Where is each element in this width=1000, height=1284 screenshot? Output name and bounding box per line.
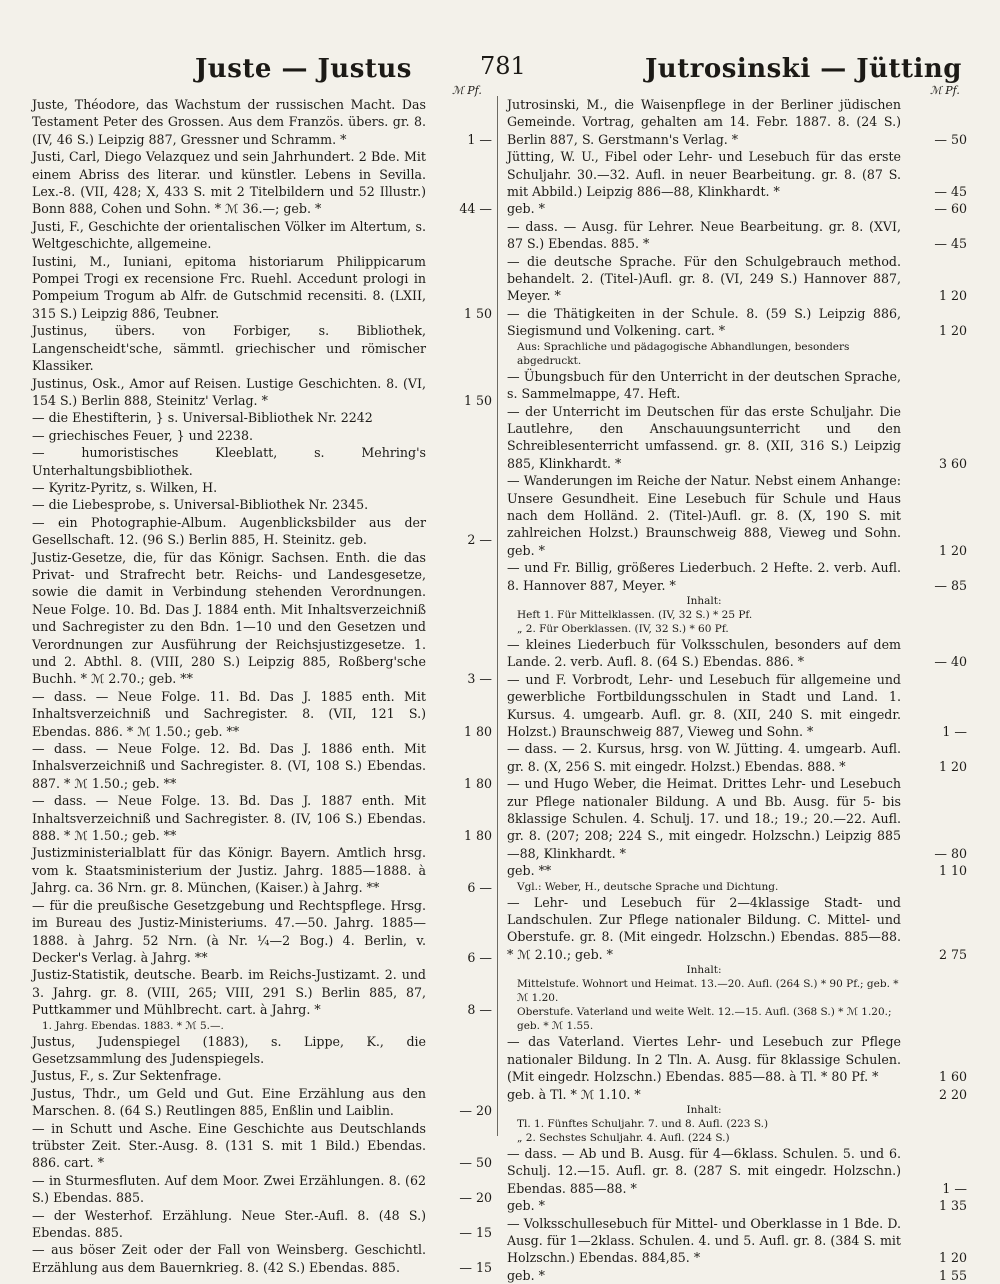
- entry-text: — dass. — 2. Kursus, hrsg. von W. Jütting. 4. umgearb. Aufl. gr. 8. (X, 256 S. mit eingedr. Holzst.) Ebendas. 888. *: [507, 741, 901, 774]
- entry-text: — dass. — Neue Folge. 13. Bd. Das J. 1887 enth. Mit Inhaltsverzeichniß und Sachregister. 8. (IV, 106 S.) Ebendas. 888. * ℳ 1.50.; geb. **: [32, 793, 426, 844]
- entry-text: — dass. — Neue Folge. 12. Bd. Das J. 1886 enth. Mit Inhalsverzeichniß und Sachregister. 8. (VI, 108 S.) Ebendas. 887. * ℳ 1.50.; geb. **: [32, 741, 426, 791]
- catalog-entry: [507, 740, 969, 775]
- column-divider: [497, 96, 498, 1136]
- catalog-entry: [32, 844, 494, 896]
- entry-text: Justinus, übers. von Forbiger, s. Bibliothek, Langenscheidt'sche, sämmtl. griechischer und römischer Klassiker.: [32, 323, 426, 374]
- page-header: [30, 52, 970, 92]
- catalog-entry: [507, 1033, 969, 1085]
- entry-price: 1 10: [938, 863, 967, 879]
- entry-price: 6 —: [467, 949, 492, 965]
- catalog-entry: [32, 1172, 494, 1207]
- entry-price: 2 —: [467, 532, 492, 548]
- entry-text: Jutrosinski, M., die Waisenpflege in der Berliner jüdischen Gemeinde. Vortrag, gehalten am 14. Febr. 1887. 8. (24 S.) Berlin 887, S. Gerstmann's Verlag. *: [507, 97, 901, 147]
- entry-price: 1 20: [938, 323, 967, 339]
- entry-price: — 20: [459, 1103, 492, 1119]
- entry-text: — das Vaterland. Viertes Lehr- und Lesebuch zur Pflege nationaler Bildung. In 2 Tln. A. Ausg. für 8klassige Schulen. (Mit eingedr. Holzschn.) Ebendas. 885—88. à Tl. * 80 Pf. *: [507, 1034, 901, 1085]
- entry-price: 8 —: [467, 1002, 492, 1018]
- entry-note: Aus: Sprachliche und pädagogische Abhandlungen, besonders abgedruckt.: [517, 340, 850, 367]
- entry-text: geb. **: [507, 863, 552, 879]
- catalog-entry: [32, 514, 494, 549]
- catalog-entry: [32, 375, 494, 410]
- entry-price: — 50: [934, 131, 967, 147]
- entry-price: — 20: [459, 1190, 492, 1206]
- entry-text: Jütting, W. U., Fibel oder Lehr- und Lesebuch für das erste Schuljahr. 30.—32. Aufl. in neuer Bearbeitung. gr. 8. (87 S. mit Abbild.) Leipzig 886—88, Klinkhardt. *: [507, 149, 901, 200]
- entry-text: — und Fr. Billig, größeres Liederbuch. 2 Hefte. 2. verb. Aufl. 8. Hannover 887, Meyer. *: [507, 560, 901, 593]
- entry-text: Justus, F., s. Zur Sektenfrage.: [32, 1068, 222, 1084]
- entry-text: — Wanderungen im Reiche der Natur. Nebst einem Anhange: Unsere Gesundheit. Eine Lesebuch für Schule und Haus nach dem Holländ. 2. (Titel-)Aufl. gr. 8. (X, 190 S. mit zahlreichen Holzst.) Braunschweig 888, Vieweg und Sohn. geb. *: [507, 473, 901, 558]
- entry-note: Vgl.: Weber, H., deutsche Sprache und Dichtung.: [517, 880, 779, 893]
- catalog-entry: [32, 409, 494, 426]
- entry-note: „ 2. Sechstes Schuljahr. 4. Aufl. (224 S.): [517, 1131, 730, 1144]
- entry-price: — 45: [934, 236, 967, 252]
- catalog-entry: [32, 444, 494, 479]
- catalog-entry: [32, 1033, 494, 1068]
- entry-text: geb. *: [507, 201, 545, 217]
- entry-text: — aus böser Zeit oder der Fall von Weinsberg. Geschichtl. Erzählung aus dem Bauernkrieg. 8. (42 S.) Ebendas. 885.: [32, 1242, 426, 1275]
- catalog-entry: [32, 96, 494, 148]
- catalog-entry: [32, 688, 494, 740]
- entry-price: — 60: [934, 201, 967, 217]
- entry-price: — 50: [459, 1155, 492, 1171]
- right-column: [507, 96, 969, 1284]
- catalog-entry: [507, 894, 969, 964]
- entry-text: Justinus, Osk., Amor auf Reisen. Lustige Geschichten. 8. (VI, 154 S.) Berlin 888, Steinitz' Verlag. *: [32, 375, 426, 408]
- catalog-entry: [32, 496, 494, 513]
- entry-text: — griechisches Feuer, } und 2238.: [32, 427, 253, 443]
- catalog-entry: [507, 775, 969, 862]
- catalog-entry: [507, 200, 969, 217]
- entry-price: 1 —: [942, 1180, 967, 1196]
- catalog-entry: [32, 897, 494, 967]
- header-right-keyword: Jutrosinski — Jütting: [645, 54, 962, 84]
- left-column: [32, 96, 494, 1276]
- entry-text: — Lehr- und Lesebuch für 2—4klassige Stadt- und Landschulen. Zur Pflege nationaler Bildung. C. Mittel- und Oberstufe. gr. 8. (Mit eingedr. Holzschn.) Ebendas. 885—88. * ℳ 2.10.; geb. *: [507, 894, 901, 962]
- entry-note: 1. Jahrg. Ebendas. 1883. * ℳ 5.—.: [42, 1019, 224, 1032]
- catalog-entry: [32, 427, 494, 444]
- entry-price: — 15: [459, 1259, 492, 1275]
- entry-text: — in Schutt und Asche. Eine Geschichte aus Deutschlands trübster Zeit. Ster.-Ausg. 8. (131 S. mit 1 Bild.) Ebendas. 886. cart. *: [32, 1120, 426, 1171]
- entry-price: 3 60: [938, 455, 967, 471]
- entry-price: 1 35: [938, 1198, 967, 1214]
- catalog-entry: [32, 253, 494, 323]
- entry-price: 1 60: [938, 1069, 967, 1085]
- catalog-entry: [32, 218, 494, 253]
- catalog-entry: [32, 1067, 494, 1084]
- catalog-entry: [507, 472, 969, 559]
- price-column-heading-right: ℳ Pf.: [930, 84, 960, 97]
- entry-text: — Volksschullesebuch für Mittel- und Oberklasse in 1 Bde. D. Ausg. für 1—2klass. Schulen. 4. und 5. Aufl. gr. 8. (384 S. mit Holzschn.) Ebendas. 884,85. *: [507, 1215, 901, 1266]
- page-number: 781: [480, 52, 526, 80]
- catalog-entry: [507, 1086, 969, 1103]
- entry-text: — die Liebesprobe, s. Universal-Bibliothek Nr. 2345.: [32, 497, 369, 513]
- entry-text: — kleines Liederbuch für Volksschulen, besonders auf dem Lande. 2. verb. Aufl. 8. (64 S.) Ebendas. 886. *: [507, 636, 901, 670]
- entry-price: 2 20: [938, 1086, 967, 1102]
- entry-price: 1 50: [463, 392, 492, 408]
- entry-text: — Übungsbuch für den Unterricht in der deutschen Sprache, s. Sammelmappe, 47. Heft.: [507, 368, 901, 402]
- catalog-entry: [507, 862, 969, 879]
- entry-note: Inhalt:: [686, 1103, 722, 1116]
- entry-price: 1 —: [942, 724, 967, 739]
- entry-price: 1 55: [938, 1267, 967, 1283]
- catalog-entry: [507, 305, 969, 340]
- entry-text: geb. *: [507, 1198, 545, 1214]
- entry-text: Justus, Thdr., um Geld und Gut. Eine Erzählung aus den Marschen. 8. (64 S.) Reutlingen 885, Enßlin und Laiblin.: [32, 1085, 426, 1119]
- entry-text: — in Sturmesfluten. Auf dem Moor. Zwei Erzählungen. 8. (62 S.) Ebendas. 885.: [32, 1172, 426, 1206]
- catalog-entry: [32, 792, 494, 844]
- entry-note: Heft 1. Für Mittelklassen. (IV, 32 S.) * 25 Pf.: [517, 608, 753, 621]
- entry-price: 44 —: [459, 201, 492, 217]
- catalog-entry: [32, 1207, 494, 1242]
- catalog-entry: [507, 559, 969, 594]
- entry-price: 1 20: [938, 288, 967, 304]
- entry-text: Iustini, M., Iuniani, epitoma historiarum Philippicarum Pompei Trogi ex recensione Frc. Ruehl. Accedunt prologi in Pompeium Trogum ab Alfr. de Gutschmid recensiti. 8. (LXII, 315 S.) Leipzig 886, Teubner.: [32, 253, 426, 321]
- catalog-entry: [507, 1145, 969, 1197]
- entry-text: Justiz-Gesetze, die, für das Königr. Sachsen. Enth. die das Privat- und Strafrecht betr. Reichs- und Landesgesetze, sowie die damit in Verbindung stehenden Verordnungen. Neue Folge. 10. Bd. Das J. 1884 enth. Mit Inhaltsverzeichniß und Sachregister zu den Bdn. 1—10 und den Gesetzen und Verordnungen zur Ausführung der Reichsjustizgesetze. 1. und 2. Abthl. 8. (VIII, 280 S.) Leipzig 885, Roßberg'sche Buchh. * ℳ 2.70.; geb. **: [32, 549, 426, 687]
- entry-note: Tl. 1. Fünftes Schuljahr. 7. und 8. Aufl. (223 S.): [517, 1117, 769, 1130]
- entry-text: — die Ehestifterin, } s. Universal-Bibliothek Nr. 2242: [32, 410, 373, 426]
- price-column-heading-left: ℳ Pf.: [452, 84, 482, 97]
- catalog-entry: [32, 1085, 494, 1120]
- entry-text: — und F. Vorbrodt, Lehr- und Lesebuch für allgemeine und gewerbliche Fortbildungsschulen in Stadt und Land. 1. Kursus. 4. umgearb. Aufl. gr. 8. (XII, 240 S. mit eingedr. Holzst.) Braunschweig 887, Vieweg und Sohn. *: [507, 671, 901, 739]
- entry-text: geb. à Tl. * ℳ 1.10. *: [507, 1086, 641, 1102]
- entry-text: — Kyritz-Pyritz, s. Wilken, H.: [32, 479, 218, 495]
- entry-price: 1 —: [467, 131, 492, 147]
- entry-price: — 40: [934, 654, 967, 670]
- catalog-entry: [32, 148, 494, 218]
- entry-price: — 45: [934, 184, 967, 200]
- catalog-entry: [32, 966, 494, 1018]
- catalog-entry: [507, 96, 969, 148]
- entry-text: — humoristisches Kleeblatt, s. Mehring's Unterhaltungsbibliothek.: [32, 445, 426, 478]
- header-left-keyword: Juste — Justus: [195, 54, 412, 84]
- catalog-entry: [507, 636, 969, 671]
- entry-note: „ 2. Für Oberklassen. (IV, 32 S.) * 60 Pf.: [517, 622, 729, 635]
- entry-price: 1 20: [938, 758, 967, 774]
- entry-text: — und Hugo Weber, die Heimat. Drittes Lehr- und Lesebuch zur Pflege nationaler Bildung. A und Bb. Ausg. für 5- bis 8klassige Schulen. 4. Schulj. 17. und 18.; 19.; 20.—22. Aufl. gr. 8. (207; 208; 224 S., mit eingedr. Holzschn.) Leipzig 885—88, Klinkhardt. *: [507, 776, 901, 861]
- entry-price: 1 50: [463, 305, 492, 321]
- catalog-entry: [507, 403, 969, 473]
- entry-price: 1 80: [463, 775, 492, 791]
- entry-text: Justizministerialblatt für das Königr. Bayern. Amtlich hrsg. vom k. Staatsministerium der Justiz. Jahrg. 1885—1888. à Jahrg. ca. 36 Nrn. gr. 8. München, (Kaiser.) à Jahrg. **: [32, 845, 426, 896]
- entry-text: geb. *: [507, 1267, 545, 1283]
- entry-text: — die Thätigkeiten in der Schule. 8. (59 S.) Leipzig 886, Siegismund und Volkening. cart. *: [507, 305, 901, 339]
- entry-price: 1 80: [463, 828, 492, 844]
- entry-price: 3 —: [467, 671, 492, 687]
- entry-text: — dass. — Ab und B. Ausg. für 4—6klass. Schulen. 5. und 6. Schulj. 12.—15. Aufl. gr. 8. (287 S. mit eingedr. Holzschn.) Ebendas. 885—88. *: [507, 1145, 901, 1196]
- entry-text: Justi, F., Geschichte der orientalischen Völker im Altertum, s. Weltgeschichte, allgemeine.: [32, 218, 426, 252]
- entry-text: — dass. — Ausg. für Lehrer. Neue Bearbeitung. gr. 8. (XVI, 87 S.) Ebendas. 885. *: [507, 218, 901, 252]
- entry-price: — 80: [934, 845, 967, 861]
- entry-text: Juste, Théodore, das Wachstum der russischen Macht. Das Testament Peter des Grossen. Aus dem Französ. übers. gr. 8. (IV, 46 S.) Leipzig 887, Gressner und Schramm. *: [32, 97, 426, 147]
- catalog-entry: [32, 1241, 494, 1276]
- entry-text: — der Unterricht im Deutschen für das erste Schuljahr. Die Lautlehre, den Anschauungsunterricht und den Schreiblesenterricht umfassend. gr. 8. (XII, 316 S.) Leipzig 885, Klinkhardt. *: [507, 403, 901, 471]
- entry-text: — für die preußische Gesetzgebung und Rechtspflege. Hrsg. im Bureau des Justiz-Ministeriums. 47.—50. Jahrg. 1885—1888. à Jahrg. 52 Nrn. (à Nr. ¼—2 Bog.) 4. Berlin, v. Decker's Verlag. à Jahrg. **: [32, 897, 426, 965]
- catalog-entry: [507, 148, 969, 200]
- catalog-entry: [507, 1267, 969, 1284]
- catalog-entry: [32, 322, 494, 374]
- entry-note: Inhalt:: [686, 594, 722, 607]
- entry-text: Justiz-Statistik, deutsche. Bearb. im Reichs-Justizamt. 2. und 3. Jahrg. gr. 8. (VIII, 265; VIII, 291 S.) Berlin 885, 87, Puttkammer und Mühlbrecht. cart. à Jahrg. *: [32, 967, 426, 1018]
- entry-text: — der Westerhof. Erzählung. Neue Ster.-Aufl. 8. (48 S.) Ebendas. 885.: [32, 1207, 426, 1240]
- entry-price: 1 80: [463, 723, 492, 739]
- entry-price: — 15: [459, 1225, 492, 1240]
- catalog-entry: [507, 253, 969, 305]
- entry-note: Inhalt:: [686, 964, 722, 977]
- catalog-entry: [32, 479, 494, 496]
- entry-price: 1 20: [938, 1250, 967, 1266]
- catalog-entry: [32, 549, 494, 688]
- entry-note: Oberstufe. Vaterland und weite Welt. 12.—15. Aufl. (368 S.) * ℳ 1.20.; geb. * ℳ 1.55.: [517, 1006, 892, 1033]
- entry-text: Justi, Carl, Diego Velazquez und sein Jahrhundert. 2 Bde. Mit einem Abriss des literar. und künstler. Lebens in Sevilla. Lex.-8. (VII, 428; X, 433 S. mit 2 Titelbildern und 52 Illustr.) Bonn 888, Cohen und Sohn. * ℳ 36.—; geb. *: [32, 149, 426, 217]
- entry-price: 2 75: [938, 946, 967, 962]
- catalog-entry: [507, 671, 969, 741]
- entry-text: — die deutsche Sprache. Für den Schulgebrauch method. behandelt. 2. (Titel-)Aufl. gr. 8. (VI, 249 S.) Hannover 887, Meyer. *: [507, 253, 901, 304]
- catalog-entry: [32, 1120, 494, 1172]
- catalog-entry: [507, 218, 969, 253]
- catalog-entry: [507, 1215, 969, 1267]
- entry-price: 6 —: [467, 880, 492, 896]
- catalog-entry: [32, 740, 494, 792]
- catalog-entry: [507, 368, 969, 403]
- entry-text: Justus, Judenspiegel (1883), s. Lippe, K., die Gesetzsammlung des Judenspiegels.: [32, 1033, 426, 1066]
- entry-price: 1 20: [938, 542, 967, 558]
- entry-text: — ein Photographie-Album. Augenblicksbilder aus der Gesellschaft. 12. (96 S.) Berlin 885, H. Steinitz. geb.: [32, 514, 426, 548]
- entry-text: — dass. — Neue Folge. 11. Bd. Das J. 1885 enth. Mit Inhaltsverzeichniß und Sachregister. 8. (VII, 121 S.) Ebendas. 886. * ℳ 1.50.; geb. **: [32, 688, 426, 739]
- entry-note: Mittelstufe. Wohnort und Heimat. 13.—20. Aufl. (264 S.) * 90 Pf.; geb. * ℳ 1.20.: [517, 978, 899, 1005]
- entry-price: — 85: [934, 577, 967, 593]
